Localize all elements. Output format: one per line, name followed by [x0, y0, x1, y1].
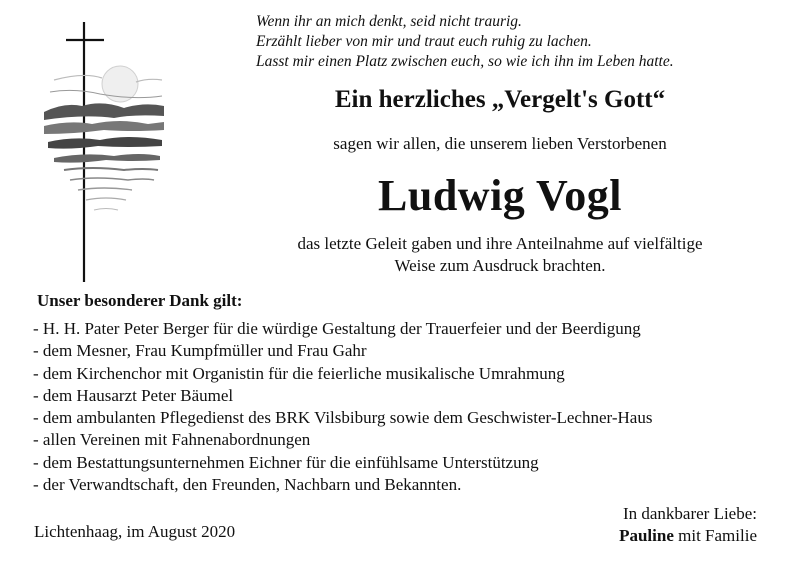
place-and-date: Lichtenhaag, im August 2020	[34, 522, 236, 541]
list-item: - dem ambulanten Pflegedienst des BRK Vilsbiburg sowie dem Geschwister-Lechner-Haus	[33, 408, 653, 428]
poem	[256, 12, 776, 72]
after-line: Weise zum Ausdruck brachten.	[394, 256, 606, 275]
deceased-name: Ludwig Vogl	[378, 171, 622, 220]
list-item: - der Verwandtschaft, den Freunden, Nachbarn und Bekannten.	[33, 475, 462, 495]
after-line: das letzte Geleit gaben und ihre Anteilnahme auf vielfältige	[297, 234, 703, 253]
thanks-heading: Ein herzliches „Vergelt's Gott“	[334, 86, 666, 113]
surviving-name: Pauline	[619, 526, 674, 545]
list-item: - allen Vereinen mit Fahnenabordnungen	[33, 430, 311, 450]
closing-names	[619, 525, 757, 547]
list-item: - dem Bestattungsunternehmen Eichner für die einfühlsame Unterstützung	[33, 452, 539, 472]
special-thanks-list	[33, 318, 652, 496]
list-item: - dem Kirchenchor mit Organistin für die feierliche musikalische Umrahmung	[33, 363, 565, 383]
family-suffix: mit Familie	[673, 526, 757, 545]
list-item: - dem Hausarzt Peter Bäumel	[33, 385, 234, 405]
closing-signature	[619, 503, 757, 547]
poem-line: Erzählt lieber von mir und traut euch ruhig zu lachen.	[256, 33, 592, 50]
list-item: - H. H. Pater Peter Berger für die würdige Gestaltung der Trauerfeier und der Beerdigung	[33, 319, 641, 338]
closing-line: In dankbarer Liebe:	[622, 504, 757, 523]
special-thanks-heading: Unser besonderer Dank gilt:	[37, 291, 243, 310]
intro-text: sagen wir allen, die unserem lieben Verstorbenen	[333, 134, 667, 153]
list-item: - dem Mesner, Frau Kumpfmüller und Frau Gahr	[33, 341, 367, 361]
poem-line: Lasst mir einen Platz zwischen euch, so wie ich ihn im Leben hatte.	[256, 53, 674, 70]
after-text	[220, 233, 780, 277]
poem-line: Wenn ihr an mich denkt, seid nicht traurig.	[256, 13, 522, 30]
cross-with-sun-and-landscape-icon	[44, 20, 164, 288]
